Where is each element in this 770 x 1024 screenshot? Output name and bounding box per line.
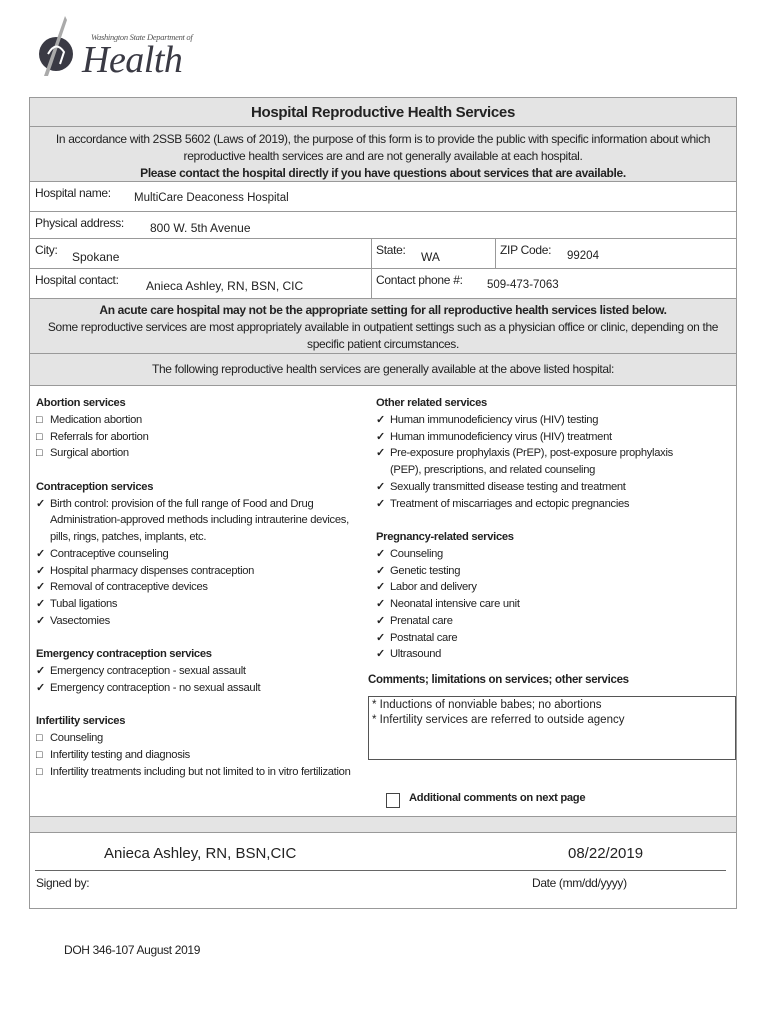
service-item: [36, 596, 356, 613]
phone-field[interactable]: 509-473-7063: [487, 279, 559, 291]
service-item: [376, 596, 706, 613]
checked-box-icon[interactable]: ✓: [376, 480, 385, 493]
service-item: [36, 764, 356, 781]
following-row: [30, 354, 736, 386]
service-label: Emergency contraception - sexual assault: [50, 665, 246, 677]
service-item: [376, 496, 706, 513]
service-label: Removal of contraceptive devices: [50, 581, 208, 594]
additional-comments-checkbox[interactable]: [386, 793, 400, 808]
service-label: Pre-exposure prophylaxis (PrEP), post-exposure prophylaxis (PEP), prescriptions, and related counseling: [390, 447, 673, 476]
unchecked-box-icon[interactable]: □: [36, 447, 43, 460]
checked-box-icon[interactable]: ✓: [376, 413, 385, 426]
phone-label: Contact phone #:: [376, 273, 463, 287]
intro-row: [30, 127, 736, 182]
service-label: Hospital pharmacy dispenses contraception: [50, 564, 255, 577]
service-item: [376, 579, 706, 596]
section-heading: Infertility services: [36, 715, 126, 728]
unchecked-box-icon[interactable]: □: [36, 430, 43, 443]
service-label: Postnatal care: [390, 631, 458, 644]
unchecked-box-icon[interactable]: □: [36, 748, 43, 761]
service-label: Vasectomies: [50, 614, 110, 627]
unchecked-box-icon[interactable]: □: [36, 732, 43, 744]
service-item: [36, 613, 356, 630]
notice-text: Some reproductive services are most appropriately available in outpatient settings such as a physician office or clinic, depending on the specific patient circumstances.: [47, 320, 719, 351]
comments-title: Comments; limitations on services; other services: [368, 674, 629, 686]
checked-box-icon[interactable]: ✓: [36, 598, 45, 610]
section-heading: Abortion services: [36, 397, 126, 409]
service-item: [376, 412, 706, 429]
checked-box-icon[interactable]: ✓: [376, 547, 385, 560]
service-item: [376, 630, 706, 647]
service-item: [36, 730, 356, 747]
city-label: City:: [35, 243, 58, 257]
zip-field[interactable]: 99204: [567, 250, 599, 262]
service-label: Emergency contraception - no sexual assault: [50, 681, 261, 694]
service-label: Prenatal care: [390, 614, 453, 627]
doh-logo: [34, 14, 193, 81]
service-item: [376, 546, 706, 563]
section-heading: Emergency contraception services: [36, 648, 212, 661]
city-field[interactable]: Spokane: [72, 250, 120, 264]
checked-box-icon[interactable]: ✓: [376, 614, 385, 627]
service-item: [36, 579, 356, 596]
notice-row: [30, 299, 736, 354]
state-label: State:: [376, 243, 406, 257]
service-item: [36, 496, 356, 546]
form-title: Hospital Reproductive Health Services: [251, 104, 515, 121]
service-label: Birth control: provision of the full range of Food and Drug Administration-approved methods including intrauterine devices, pills, rings, patches, implants, etc.: [50, 497, 349, 543]
signature-name[interactable]: Anieca Ashley, RN, BSN,CIC: [104, 845, 297, 862]
service-item: [36, 546, 356, 563]
service-label: Labor and delivery: [390, 581, 477, 594]
logo-mark-icon: [34, 14, 74, 80]
section-heading: Pregnancy-related services: [376, 531, 514, 543]
checked-box-icon[interactable]: ✓: [376, 564, 385, 577]
form-title-row: [30, 98, 736, 127]
service-label: Neonatal intensive care unit: [390, 598, 520, 610]
unchecked-box-icon[interactable]: □: [36, 413, 43, 426]
service-label: Counseling: [390, 547, 443, 560]
service-label: Human immunodeficiency virus (HIV) treatment: [390, 430, 612, 443]
checked-box-icon[interactable]: ✓: [376, 447, 385, 460]
right-services-column: [376, 395, 706, 663]
service-label: Infertility testing and diagnosis: [50, 748, 190, 761]
service-label: Sexually transmitted disease testing and treatment: [390, 480, 626, 493]
separator-band: [30, 816, 736, 833]
checked-box-icon[interactable]: ✓: [36, 581, 45, 594]
service-label: Counseling: [50, 732, 103, 744]
checked-box-icon[interactable]: ✓: [36, 665, 45, 677]
service-label: Surgical abortion: [50, 447, 129, 460]
intro-bold-text: Please contact the hospital directly if you have questions about services that are available.: [140, 166, 626, 180]
service-label: Ultrasound: [390, 648, 442, 661]
address-label: Physical address:: [35, 216, 124, 230]
service-label: Medication abortion: [50, 413, 142, 426]
service-item: [36, 680, 356, 697]
signature-date[interactable]: 08/22/2019: [568, 845, 644, 862]
form-number: DOH 346-107 August 2019: [64, 943, 201, 957]
checked-box-icon[interactable]: ✓: [36, 547, 45, 560]
hospital-name-field[interactable]: MultiCare Deaconess Hospital: [134, 192, 289, 204]
contact-label: Hospital contact:: [35, 273, 119, 287]
service-item: [376, 613, 706, 630]
service-label: Human immunodeficiency virus (HIV) testing: [390, 413, 599, 426]
left-services-column: [36, 395, 356, 780]
service-label: Treatment of miscarriages and ectopic pregnancies: [390, 497, 630, 510]
unchecked-box-icon[interactable]: □: [36, 765, 43, 778]
service-item: [376, 646, 706, 663]
service-item: [376, 429, 706, 446]
comment-line: * Inductions of nonviable babes; no abortions: [372, 699, 602, 711]
checked-box-icon[interactable]: ✓: [36, 681, 45, 694]
comment-line: * Infertility services are referred to outside agency: [372, 714, 625, 726]
checked-box-icon[interactable]: ✓: [376, 497, 385, 510]
service-item: [36, 429, 356, 446]
hospital-name-row: [30, 182, 736, 212]
service-label: Tubal ligations: [50, 598, 118, 610]
checked-box-icon[interactable]: ✓: [376, 598, 385, 610]
hospital-name-label: Hospital name:: [35, 186, 111, 200]
date-label: Date (mm/dd/yyyy): [532, 876, 627, 890]
checked-box-icon[interactable]: ✓: [36, 564, 45, 577]
logo-text-small: Washington State Department of: [91, 32, 193, 42]
checked-box-icon[interactable]: ✓: [36, 614, 45, 627]
service-label: Genetic testing: [390, 564, 461, 577]
service-item: [36, 563, 356, 580]
checked-box-icon[interactable]: ✓: [376, 581, 385, 594]
checked-box-icon[interactable]: ✓: [376, 648, 385, 661]
section-heading: Contraception services: [36, 480, 154, 493]
logo-text-big: Health: [82, 39, 183, 81]
following-text: The following reproductive health services are generally available at the above listed hospital:: [151, 362, 615, 376]
address-field[interactable]: 800 W. 5th Avenue: [150, 221, 251, 235]
checked-box-icon[interactable]: ✓: [376, 631, 385, 644]
comments-textarea[interactable]: [368, 696, 736, 760]
service-item: [36, 747, 356, 764]
service-item: [376, 445, 706, 479]
checked-box-icon[interactable]: ✓: [376, 430, 385, 443]
intro-text: In accordance with 2SSB 5602 (Laws of 2019), the purpose of this form is to provide the public with specific information about which reproductive health services are and are not generally available at each hospital.: [55, 132, 711, 163]
contact-row: [30, 269, 736, 299]
zip-label: ZIP Code:: [500, 243, 552, 257]
service-label: Contraceptive counseling: [50, 547, 169, 560]
signed-by-label: Signed by:: [36, 876, 90, 890]
service-label: Referrals for abortion: [50, 430, 149, 443]
address-row: [30, 212, 736, 239]
service-item: [376, 479, 706, 496]
city-state-zip-row: [30, 239, 736, 269]
notice-bold-text: An acute care hospital may not be the appropriate setting for all reproductive health services listed below.: [99, 303, 667, 317]
contact-field[interactable]: Anieca Ashley, RN, BSN, CIC: [146, 279, 304, 293]
section-heading: Other related services: [376, 397, 487, 409]
state-field[interactable]: WA: [421, 250, 440, 264]
service-label: Infertility treatments including but not limited to in vitro fertilization: [50, 765, 351, 778]
service-item: [376, 563, 706, 580]
service-item: [36, 412, 356, 429]
service-item: [36, 445, 356, 462]
signature-line: [35, 870, 726, 871]
checked-box-icon[interactable]: ✓: [36, 497, 45, 510]
reproductive-services-form: [29, 97, 737, 909]
service-item: [36, 663, 356, 680]
additional-comments-label: Additional comments on next page: [409, 792, 586, 804]
